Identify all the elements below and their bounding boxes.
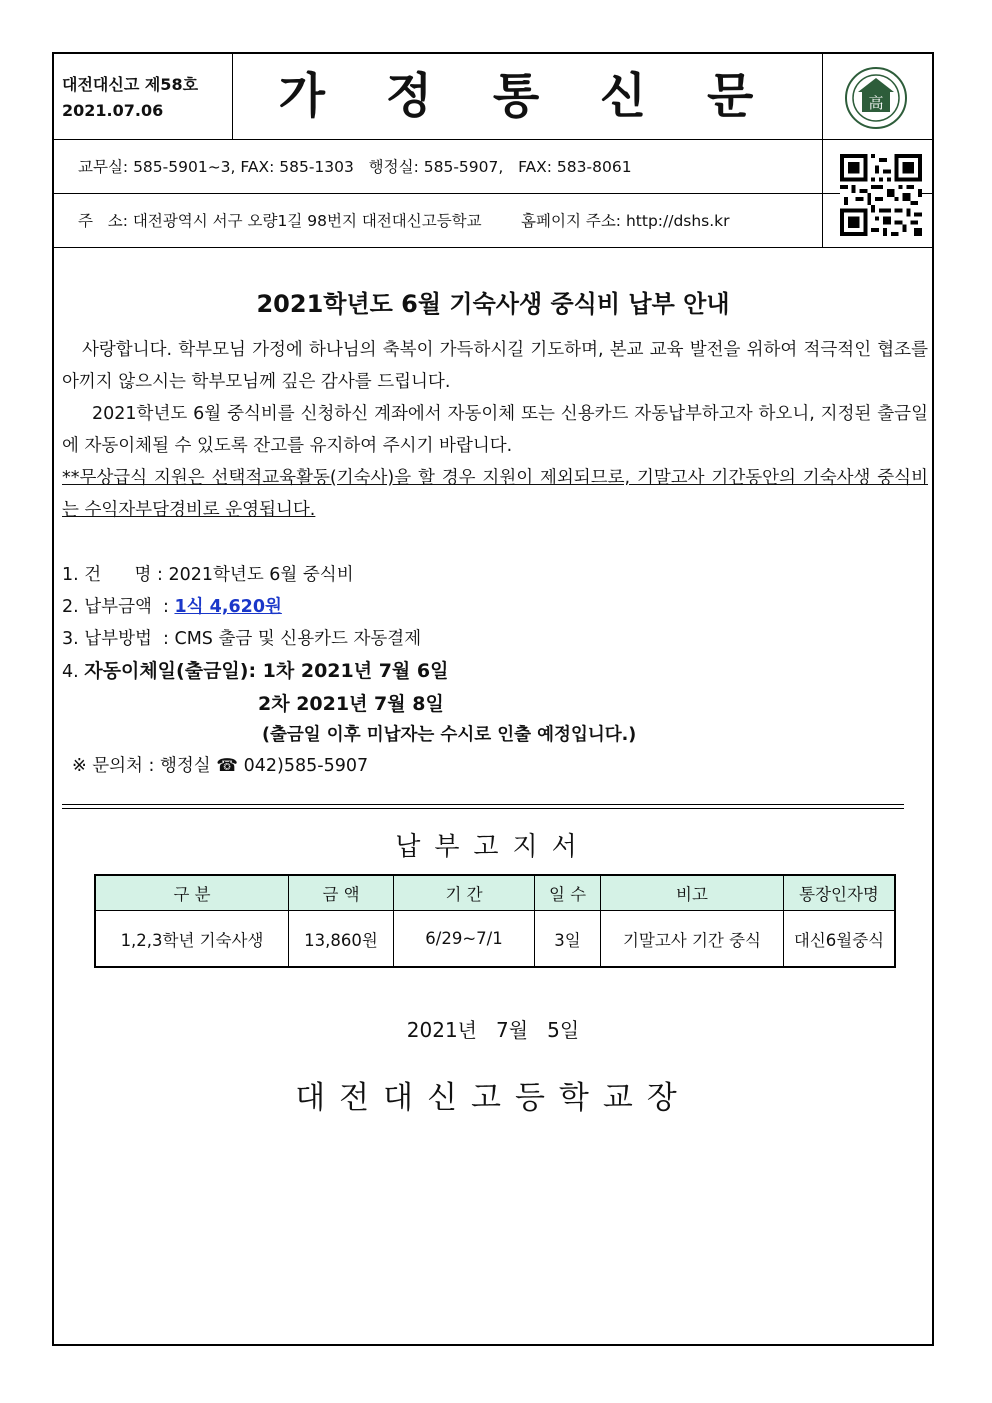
principal-signature: 대전대신고등학교장 xyxy=(295,1080,691,1116)
col-amount: 금 액 xyxy=(289,875,394,911)
issue-footer-date: 2021년 7월 5일 xyxy=(406,1018,580,1042)
cell-amount: 13,860원 xyxy=(289,911,394,968)
cell-days: 3일 xyxy=(535,911,601,968)
cell-remarks: 기말고사 기간 중식 xyxy=(601,911,784,968)
cell-category: 1,2,3학년 기숙사생 xyxy=(95,911,289,968)
issue-info xyxy=(62,72,198,124)
address-row xyxy=(54,194,932,248)
item-amount: 2. 납부금액 : 1식 4,620원 xyxy=(62,597,282,617)
col-period: 기 간 xyxy=(394,875,535,911)
emblem-glyph: 高 xyxy=(868,94,884,112)
second-debit-date: 2차 2021년 7월 8일 xyxy=(258,693,444,715)
cell-period: 6/29~7/1 xyxy=(394,911,535,968)
bill-table xyxy=(94,874,896,968)
inquiry-contact: ※ 문의처 : 행정실 ☎ 042)585-5907 xyxy=(72,756,369,776)
qr-code-icon xyxy=(840,154,922,240)
table-row xyxy=(95,911,895,968)
header-row xyxy=(54,54,932,140)
issue-date: 2021.07.06 xyxy=(62,101,164,120)
notice-title: 2021학년도 6월 기숙사생 중식비 납부 안내 xyxy=(256,290,730,318)
col-remarks: 비고 xyxy=(601,875,784,911)
debit-note: (출금일 이후 미납자는 수시로 인출 예정입니다.) xyxy=(262,725,637,745)
school-emblem-icon xyxy=(844,66,908,134)
bill-title: 납부고지서 xyxy=(395,832,591,862)
contact-phone: 교무실: 585-5901~3, FAX: 585-1303 행정실: 585-5907, FAX: 583-8061 xyxy=(78,158,632,176)
double-divider xyxy=(62,804,904,809)
contact-address: 주 소: 대전광역시 서구 오량1길 98번지 대전대신고등학교 홈페이지 주소: http://dshs.kr xyxy=(78,212,730,230)
phone-icon: ☎ xyxy=(216,756,239,776)
payment-paragraph: 2021학년도 6월 중식비를 신청하신 계좌에서 자동이체 또는 신용카드 자동납부하고자 하오니, 지정된 출금일에 자동이체될 수 있도록 잔고를 유지하여 주시기 바랍니다. xyxy=(62,404,928,456)
page-title: 가 정 통 신 문 xyxy=(278,68,776,124)
contact-row xyxy=(54,140,932,194)
col-category: 구 분 xyxy=(95,875,289,911)
cell-passbook-name: 대신6월중식 xyxy=(784,911,896,968)
item-method: 3. 납부방법 : CMS 출금 및 신용카드 자동결제 xyxy=(62,629,422,649)
payment-items xyxy=(62,559,636,782)
bill-header-row xyxy=(95,875,895,911)
free-meal-notice: **무상급식 지원은 선택적교육활동(기숙사)을 할 경우 지원이 제외되므로, 기말고사 기간동안의 기숙사생 중식비는 수익자부담경비로 운영됩니다. xyxy=(62,468,928,520)
amount-value: 1식 4,620원 xyxy=(174,597,282,617)
notice-body xyxy=(62,334,928,526)
col-passbook-name: 통장인자명 xyxy=(784,875,896,911)
greeting-paragraph: 사랑합니다. 학부모님 가정에 하나님의 축복이 가득하시길 기도하며, 본교 교육 발전을 위하여 적극적인 협조를 아끼지 않으시는 학부모님께 깊은 감사를 드립니다. xyxy=(62,340,928,392)
item-debit-date: 4. 자동이체일(출금일): 1차 2021년 7월 6일 xyxy=(62,660,449,682)
col-days: 일 수 xyxy=(535,875,601,911)
item-name: 1. 건 명 : 2021학년도 6월 중식비 xyxy=(62,565,354,585)
issue-number: 대전대신고 제58호 xyxy=(62,75,199,94)
document-frame xyxy=(52,52,934,1346)
